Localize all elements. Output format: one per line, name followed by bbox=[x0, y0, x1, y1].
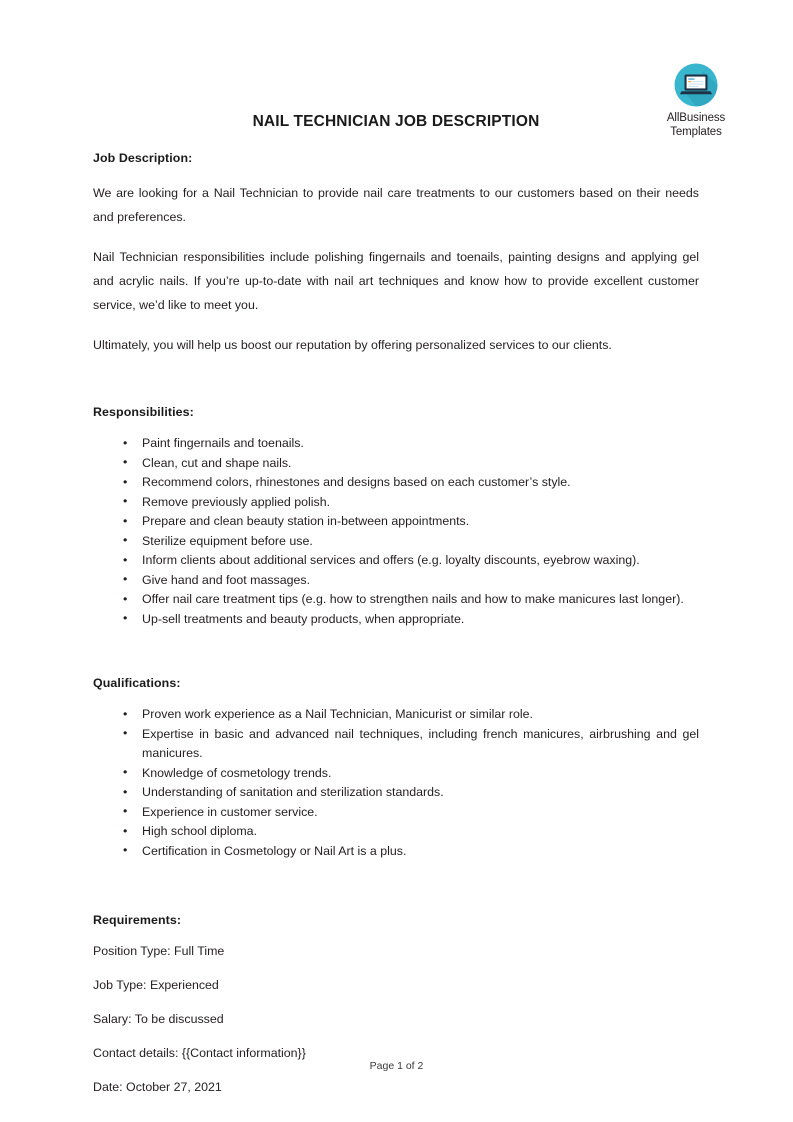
list-item: • Give hand and foot massages. bbox=[93, 571, 699, 591]
list-item: • Expertise in basic and advanced nail techniques, including french manicures, airbrushing and gel manicures. bbox=[93, 725, 699, 764]
logo-text-line1: AllBusiness bbox=[666, 112, 726, 124]
list-item: • Offer nail care treatment tips (e.g. how to strengthen nails and how to make manicures last longer). bbox=[93, 590, 699, 610]
list-item: • Sterilize equipment before use. bbox=[93, 532, 699, 552]
list-item: • High school diploma. bbox=[93, 822, 699, 842]
document-content bbox=[93, 0, 699, 1097]
responsibilities-list bbox=[93, 419, 699, 629]
list-item: • Understanding of sanitation and sterilization standards. bbox=[93, 783, 699, 803]
list-item: • Remove previously applied polish. bbox=[93, 493, 699, 513]
list-item: • Knowledge of cosmetology trends. bbox=[93, 764, 699, 784]
list-item: • Prepare and clean beauty station in-between appointments. bbox=[93, 512, 699, 532]
job-description-paragraph-3: Ultimately, you will help us boost our reputation by offering personalized services to our clients. bbox=[93, 338, 612, 352]
requirement-job-type: Job Type: Experienced bbox=[93, 978, 219, 992]
list-item: • Recommend colors, rhinestones and designs based on each customer’s style. bbox=[93, 473, 699, 493]
page-footer: Page 1 of 2 bbox=[369, 1060, 424, 1072]
requirement-salary: Salary: To be discussed bbox=[93, 1012, 224, 1026]
logo-text-line2: Templates bbox=[670, 125, 722, 138]
requirement-position-type: Position Type: Full Time bbox=[93, 944, 225, 958]
list-item: • Clean, cut and shape nails. bbox=[93, 454, 699, 474]
qualifications-list bbox=[93, 690, 699, 861]
job-description-paragraph-2: Nail Technician responsibilities include polishing fingernails and toenails, painting designs and applying gel and acrylic nails. If you’re up-to-date with nail art techniques and know how to provide excellent customer service, we’d like to meet you. bbox=[93, 250, 699, 312]
requirement-contact-details: Contact details: {{Contact information}} bbox=[93, 1046, 306, 1060]
list-item: • Experience in customer service. bbox=[93, 803, 699, 823]
list-item: • Up-sell treatments and beauty products, when appropriate. bbox=[93, 610, 699, 630]
section-heading-responsibilities: Responsibilities: bbox=[93, 405, 194, 419]
list-item: • Paint fingernails and toenails. bbox=[93, 434, 699, 454]
requirement-date: Date: October 27, 2021 bbox=[93, 1080, 222, 1094]
section-heading-job-description: Job Description: bbox=[93, 151, 193, 165]
section-heading-requirements: Requirements: bbox=[93, 913, 182, 927]
page-title: NAIL TECHNICIAN JOB DESCRIPTION bbox=[252, 113, 540, 130]
list-item: • Inform clients about additional services and offers (e.g. loyalty discounts, eyebrow waxing). bbox=[93, 551, 699, 571]
section-heading-qualifications: Qualifications: bbox=[93, 676, 181, 690]
list-item: • Proven work experience as a Nail Technician, Manicurist or similar role. bbox=[93, 705, 699, 725]
job-description-paragraph-1: We are looking for a Nail Technician to provide nail care treatments to our customers based on their needs and preferences. bbox=[93, 186, 699, 224]
list-item: • Certification in Cosmetology or Nail Art is a plus. bbox=[93, 842, 699, 862]
